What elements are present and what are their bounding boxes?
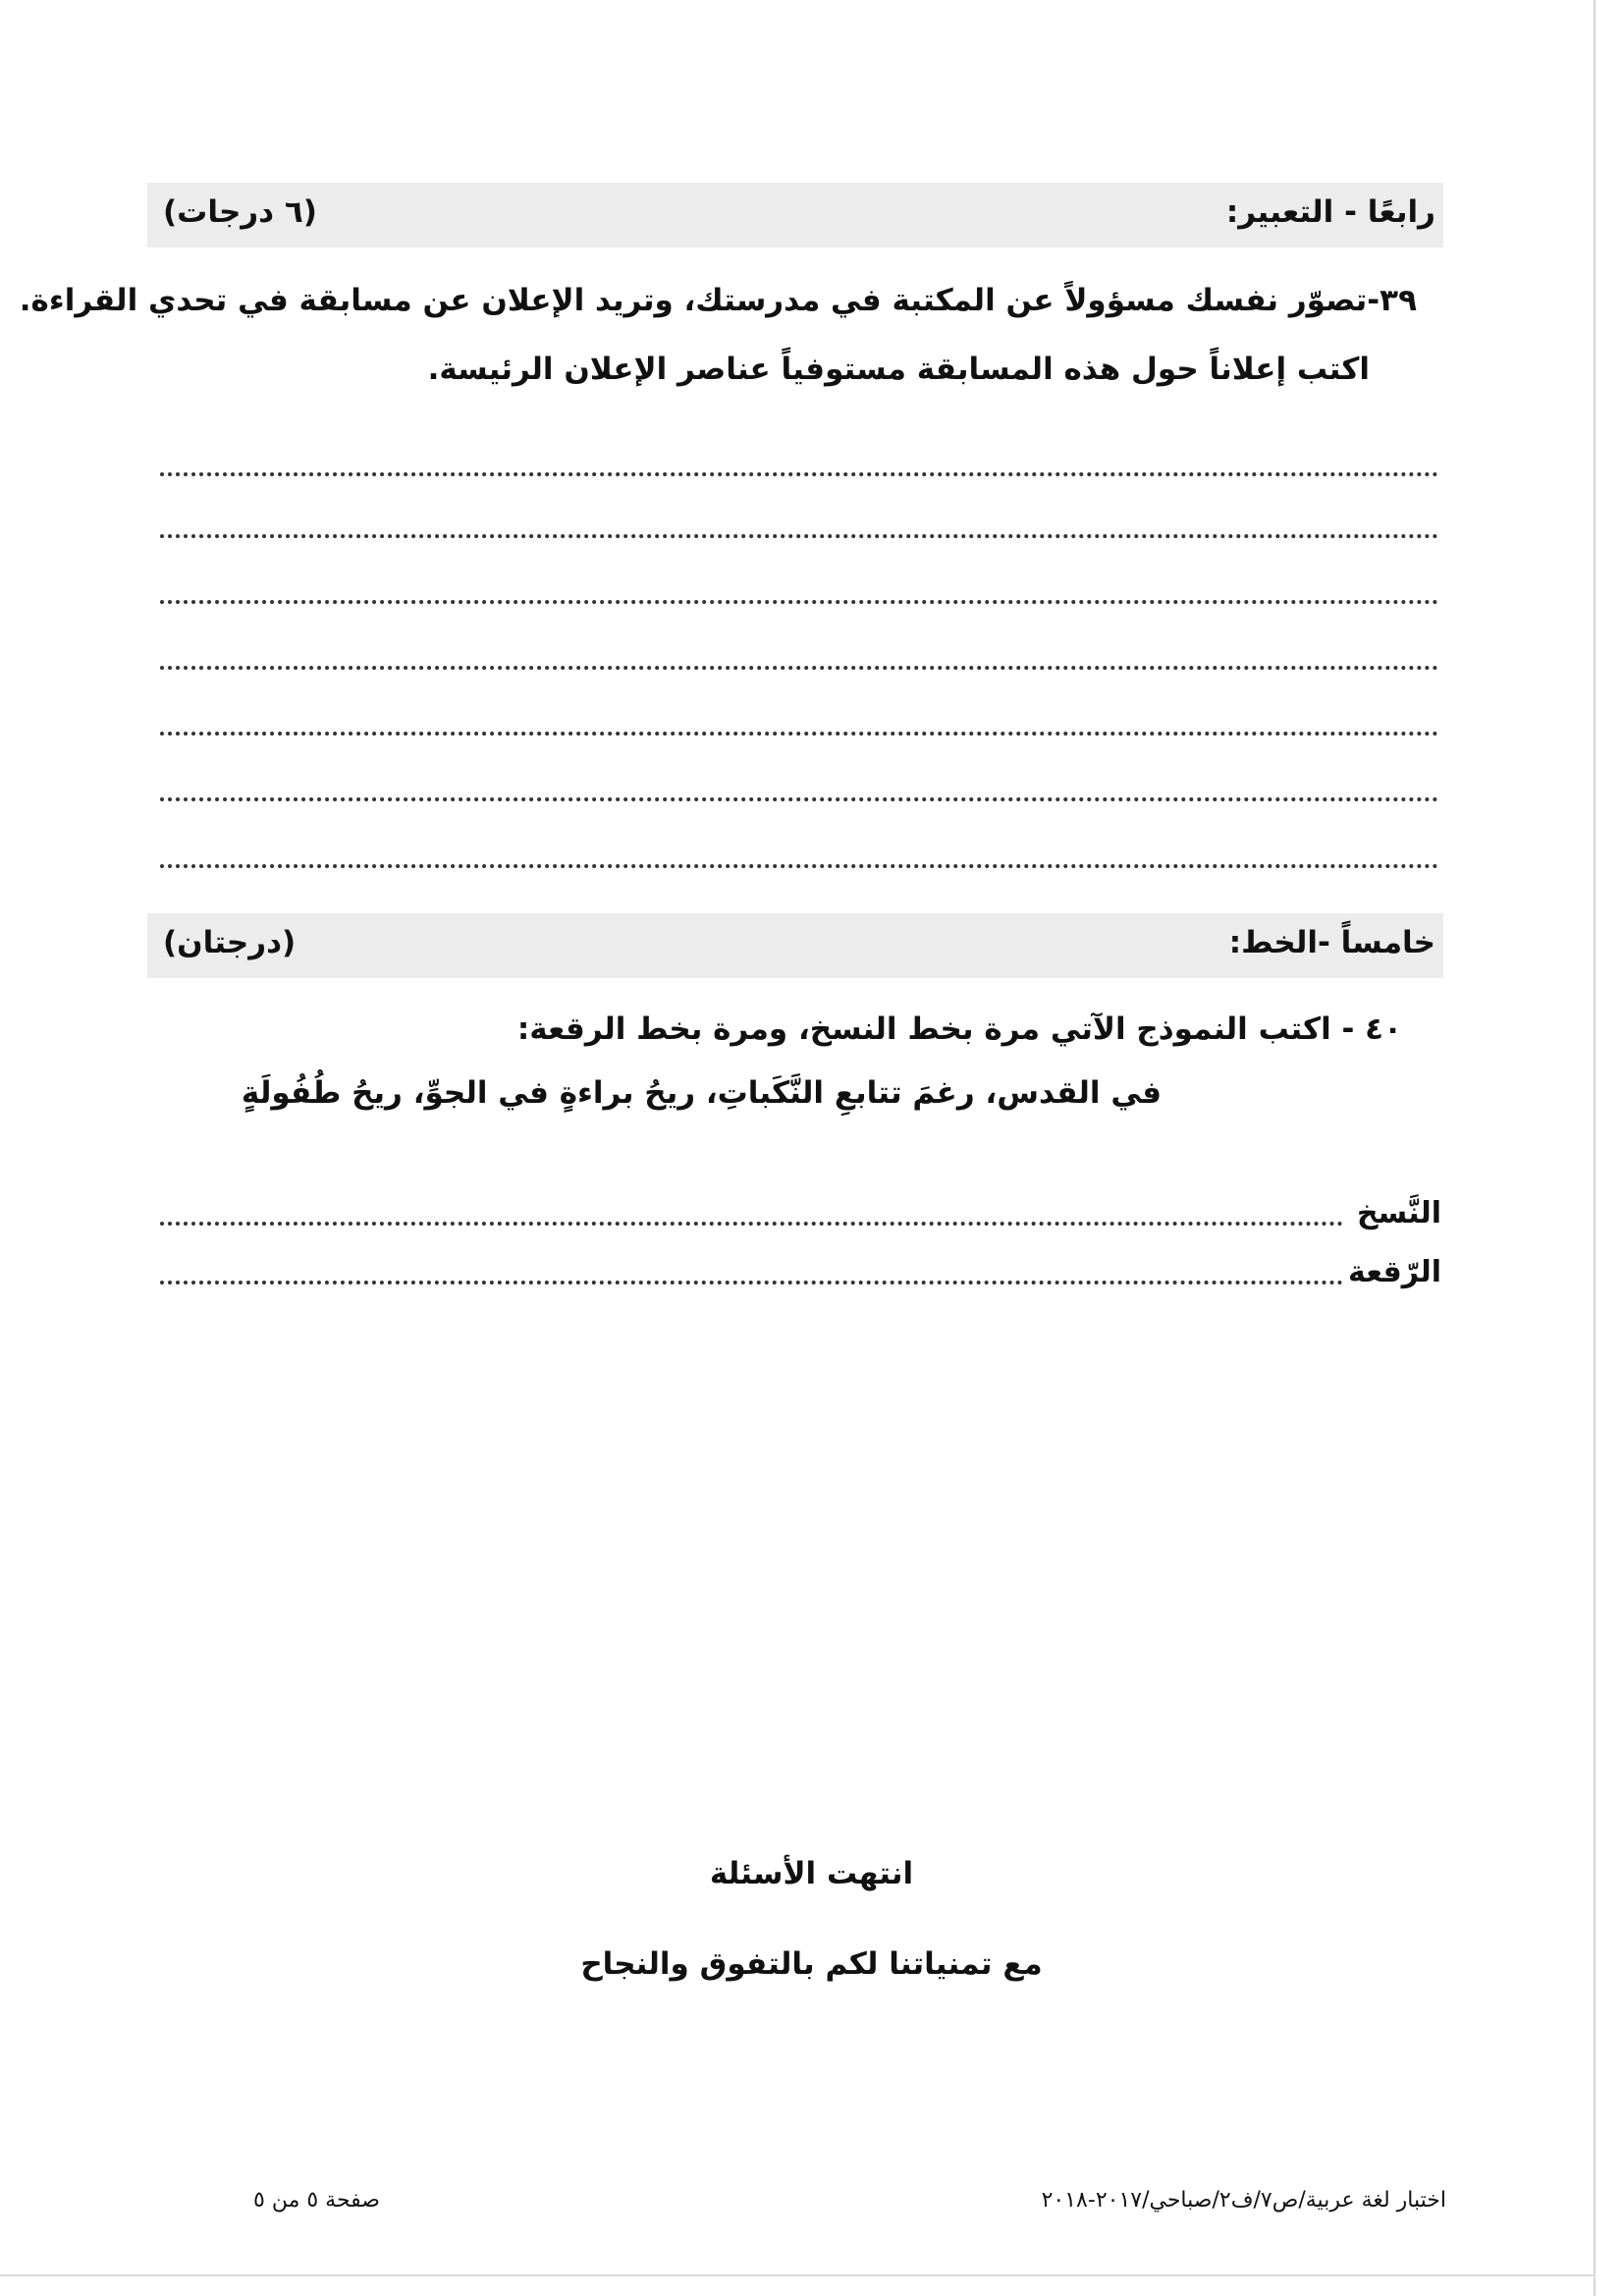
exam-info: اختبار لغة عربية/ص٧/ف٢/صباحي/٢٠١٧-٢٠١٨ [1041, 2188, 1446, 2213]
page-number: صفحة ٥ من ٥ [253, 2188, 380, 2213]
question-40: ٤٠ - اكتب النموذج الآتي مرة بخط النسخ، ومرة بخط الرقعة: [516, 1011, 1402, 1047]
section-title: خامساً -الخط: [1228, 925, 1435, 960]
answer-line[interactable] [160, 732, 1438, 736]
handwriting-sample: في القدس، رغمَ تتابعِ النَّكَباتِ، ريحُ براءةٍ في الجوِّ، ريحُ طُفُولَةٍ [241, 1075, 1162, 1111]
naskh-answer-row[interactable] [160, 1196, 1441, 1235]
page-edge-bottom [0, 2274, 1596, 2276]
answer-line[interactable] [160, 1281, 1343, 1285]
section-title: رابعًا - التعبير: [1225, 194, 1435, 230]
section-header-handwriting [147, 913, 1443, 978]
answer-line[interactable] [160, 864, 1438, 868]
ruqaa-label: الرّقعة [1348, 1255, 1441, 1289]
answer-line[interactable] [160, 600, 1438, 604]
naskh-label: النَّسخ [1357, 1196, 1441, 1230]
question-39-line-2: اكتب إعلاناً حول هذه المسابقة مستوفياً عناصر الإعلان الرئيسة. [427, 352, 1370, 387]
good-luck-message: مع تمنياتنا لكم بالتفوق والنجاح [580, 1946, 1043, 1982]
answer-line[interactable] [160, 666, 1438, 670]
question-39-line-1: ٣٩-تصوّر نفسك مسؤولاً عن المكتبة في مدرستك، وتريد الإعلان عن مسابقة في تحدي القراءة. [19, 283, 1417, 318]
section-marks: (٦ درجات) [163, 194, 317, 230]
ruqaa-answer-row[interactable] [160, 1255, 1441, 1294]
section-marks: (درجتان) [163, 925, 297, 960]
section-header-expression [147, 183, 1443, 247]
answer-line[interactable] [160, 472, 1438, 476]
answer-line[interactable] [160, 1222, 1343, 1226]
end-of-questions: انتهت الأسئلة [709, 1856, 914, 1891]
answer-line[interactable] [160, 797, 1438, 801]
answer-line[interactable] [160, 534, 1438, 538]
